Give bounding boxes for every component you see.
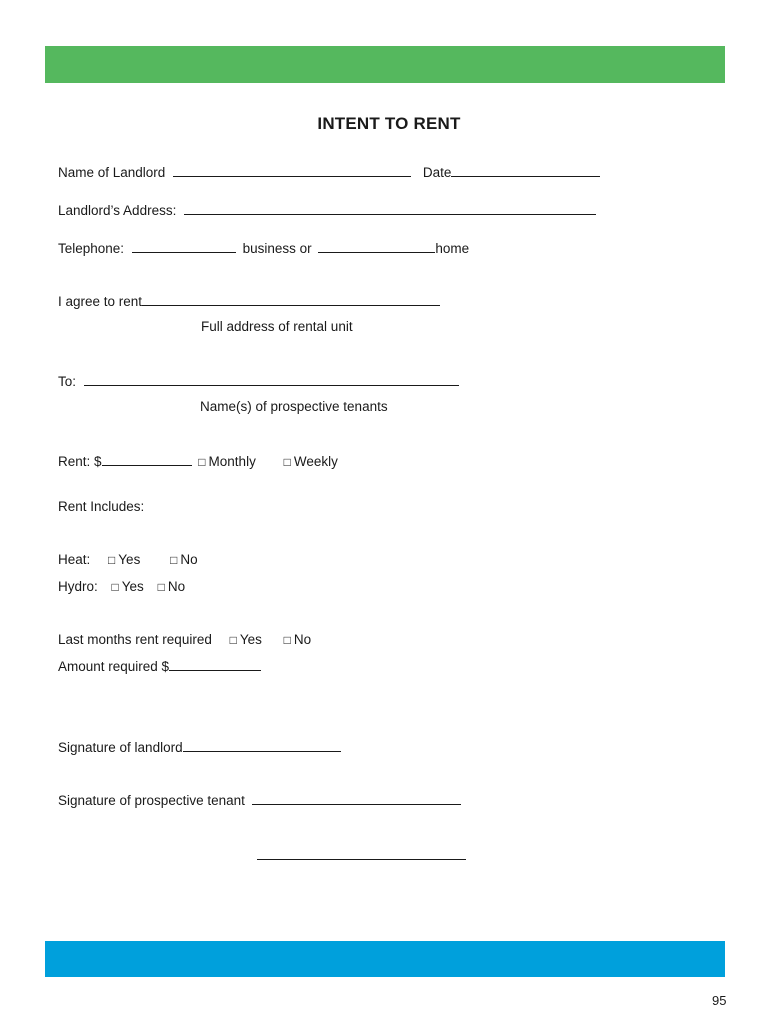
last-month-label: Last months rent required xyxy=(58,632,212,647)
tenant-signature-label: Signature of prospective tenant xyxy=(58,793,245,808)
rental-unit-field[interactable] xyxy=(142,292,440,306)
heat-yes-option[interactable] xyxy=(108,552,140,567)
heat-yes-label: Yes xyxy=(118,552,141,567)
address-row xyxy=(58,201,596,220)
rent-amount-field[interactable] xyxy=(102,452,192,466)
agree-label: I agree to rent xyxy=(58,294,143,309)
tenant-names-field[interactable] xyxy=(84,372,459,386)
bottom-color-bar xyxy=(45,941,725,977)
amount-field[interactable] xyxy=(169,657,261,671)
monthly-checkbox[interactable]: □ xyxy=(198,455,206,469)
top-color-bar xyxy=(45,46,725,83)
landlord-signature-field[interactable] xyxy=(183,738,341,752)
hydro-yes-label: Yes xyxy=(121,579,144,594)
home-phone-field[interactable] xyxy=(318,239,435,253)
last-month-no-option[interactable] xyxy=(284,632,312,647)
tenant-signature-row xyxy=(58,791,461,810)
last-month-yes-checkbox[interactable]: □ xyxy=(229,633,237,647)
heat-no-checkbox[interactable]: □ xyxy=(170,553,178,567)
business-label: business or xyxy=(242,241,312,256)
hydro-yes-checkbox[interactable]: □ xyxy=(111,580,119,594)
landlord-signature-label: Signature of landlord xyxy=(58,740,183,755)
heat-row xyxy=(58,551,198,569)
weekly-checkbox[interactable]: □ xyxy=(283,455,291,469)
telephone-row xyxy=(58,239,469,258)
tenant-names-caption: Name(s) of prospective tenants xyxy=(200,399,388,414)
heat-label: Heat: xyxy=(58,552,91,567)
rental-unit-caption: Full address of rental unit xyxy=(201,319,353,334)
heat-no-label: No xyxy=(180,552,198,567)
to-row xyxy=(58,372,459,391)
hydro-no-checkbox[interactable]: □ xyxy=(157,580,165,594)
address-field[interactable] xyxy=(184,201,596,215)
landlord-name-field[interactable] xyxy=(173,163,411,177)
heat-no-option[interactable] xyxy=(170,552,198,567)
address-label: Landlord’s Address: xyxy=(58,203,177,218)
landlord-name-label: Name of Landlord xyxy=(58,165,166,180)
heat-yes-checkbox[interactable]: □ xyxy=(108,553,116,567)
last-month-row xyxy=(58,631,311,649)
amount-row xyxy=(58,657,261,676)
last-month-yes-option[interactable] xyxy=(230,632,262,647)
last-month-no-label: No xyxy=(293,632,312,647)
date-field[interactable] xyxy=(451,163,600,177)
landlord-signature-row xyxy=(58,738,341,757)
hydro-label: Hydro: xyxy=(58,579,98,594)
home-label: home xyxy=(435,241,470,256)
hydro-row xyxy=(58,578,185,596)
amount-label: Amount required $ xyxy=(58,659,170,674)
second-tenant-signature-field[interactable] xyxy=(257,846,466,860)
weekly-label: Weekly xyxy=(293,454,338,469)
to-label: To: xyxy=(58,374,77,389)
weekly-option[interactable] xyxy=(284,454,338,469)
date-label: Date xyxy=(422,165,452,180)
landlord-row xyxy=(58,163,600,182)
monthly-label: Monthly xyxy=(208,454,256,469)
hydro-yes-option[interactable] xyxy=(112,579,144,594)
tenant-signature-field[interactable] xyxy=(252,791,461,805)
monthly-option[interactable] xyxy=(198,454,256,469)
includes-label: Rent Includes: xyxy=(58,499,145,514)
rent-label: Rent: $ xyxy=(58,454,102,469)
rent-row xyxy=(58,452,338,471)
agree-row xyxy=(58,292,440,311)
page-number: 95 xyxy=(712,993,727,1008)
hydro-no-label: No xyxy=(167,579,186,594)
telephone-label: Telephone: xyxy=(58,241,125,256)
last-month-yes-label: Yes xyxy=(239,632,262,647)
last-month-no-checkbox[interactable]: □ xyxy=(283,633,291,647)
form-title: INTENT TO RENT xyxy=(317,114,461,133)
business-phone-field[interactable] xyxy=(132,239,236,253)
hydro-no-option[interactable] xyxy=(158,579,186,594)
